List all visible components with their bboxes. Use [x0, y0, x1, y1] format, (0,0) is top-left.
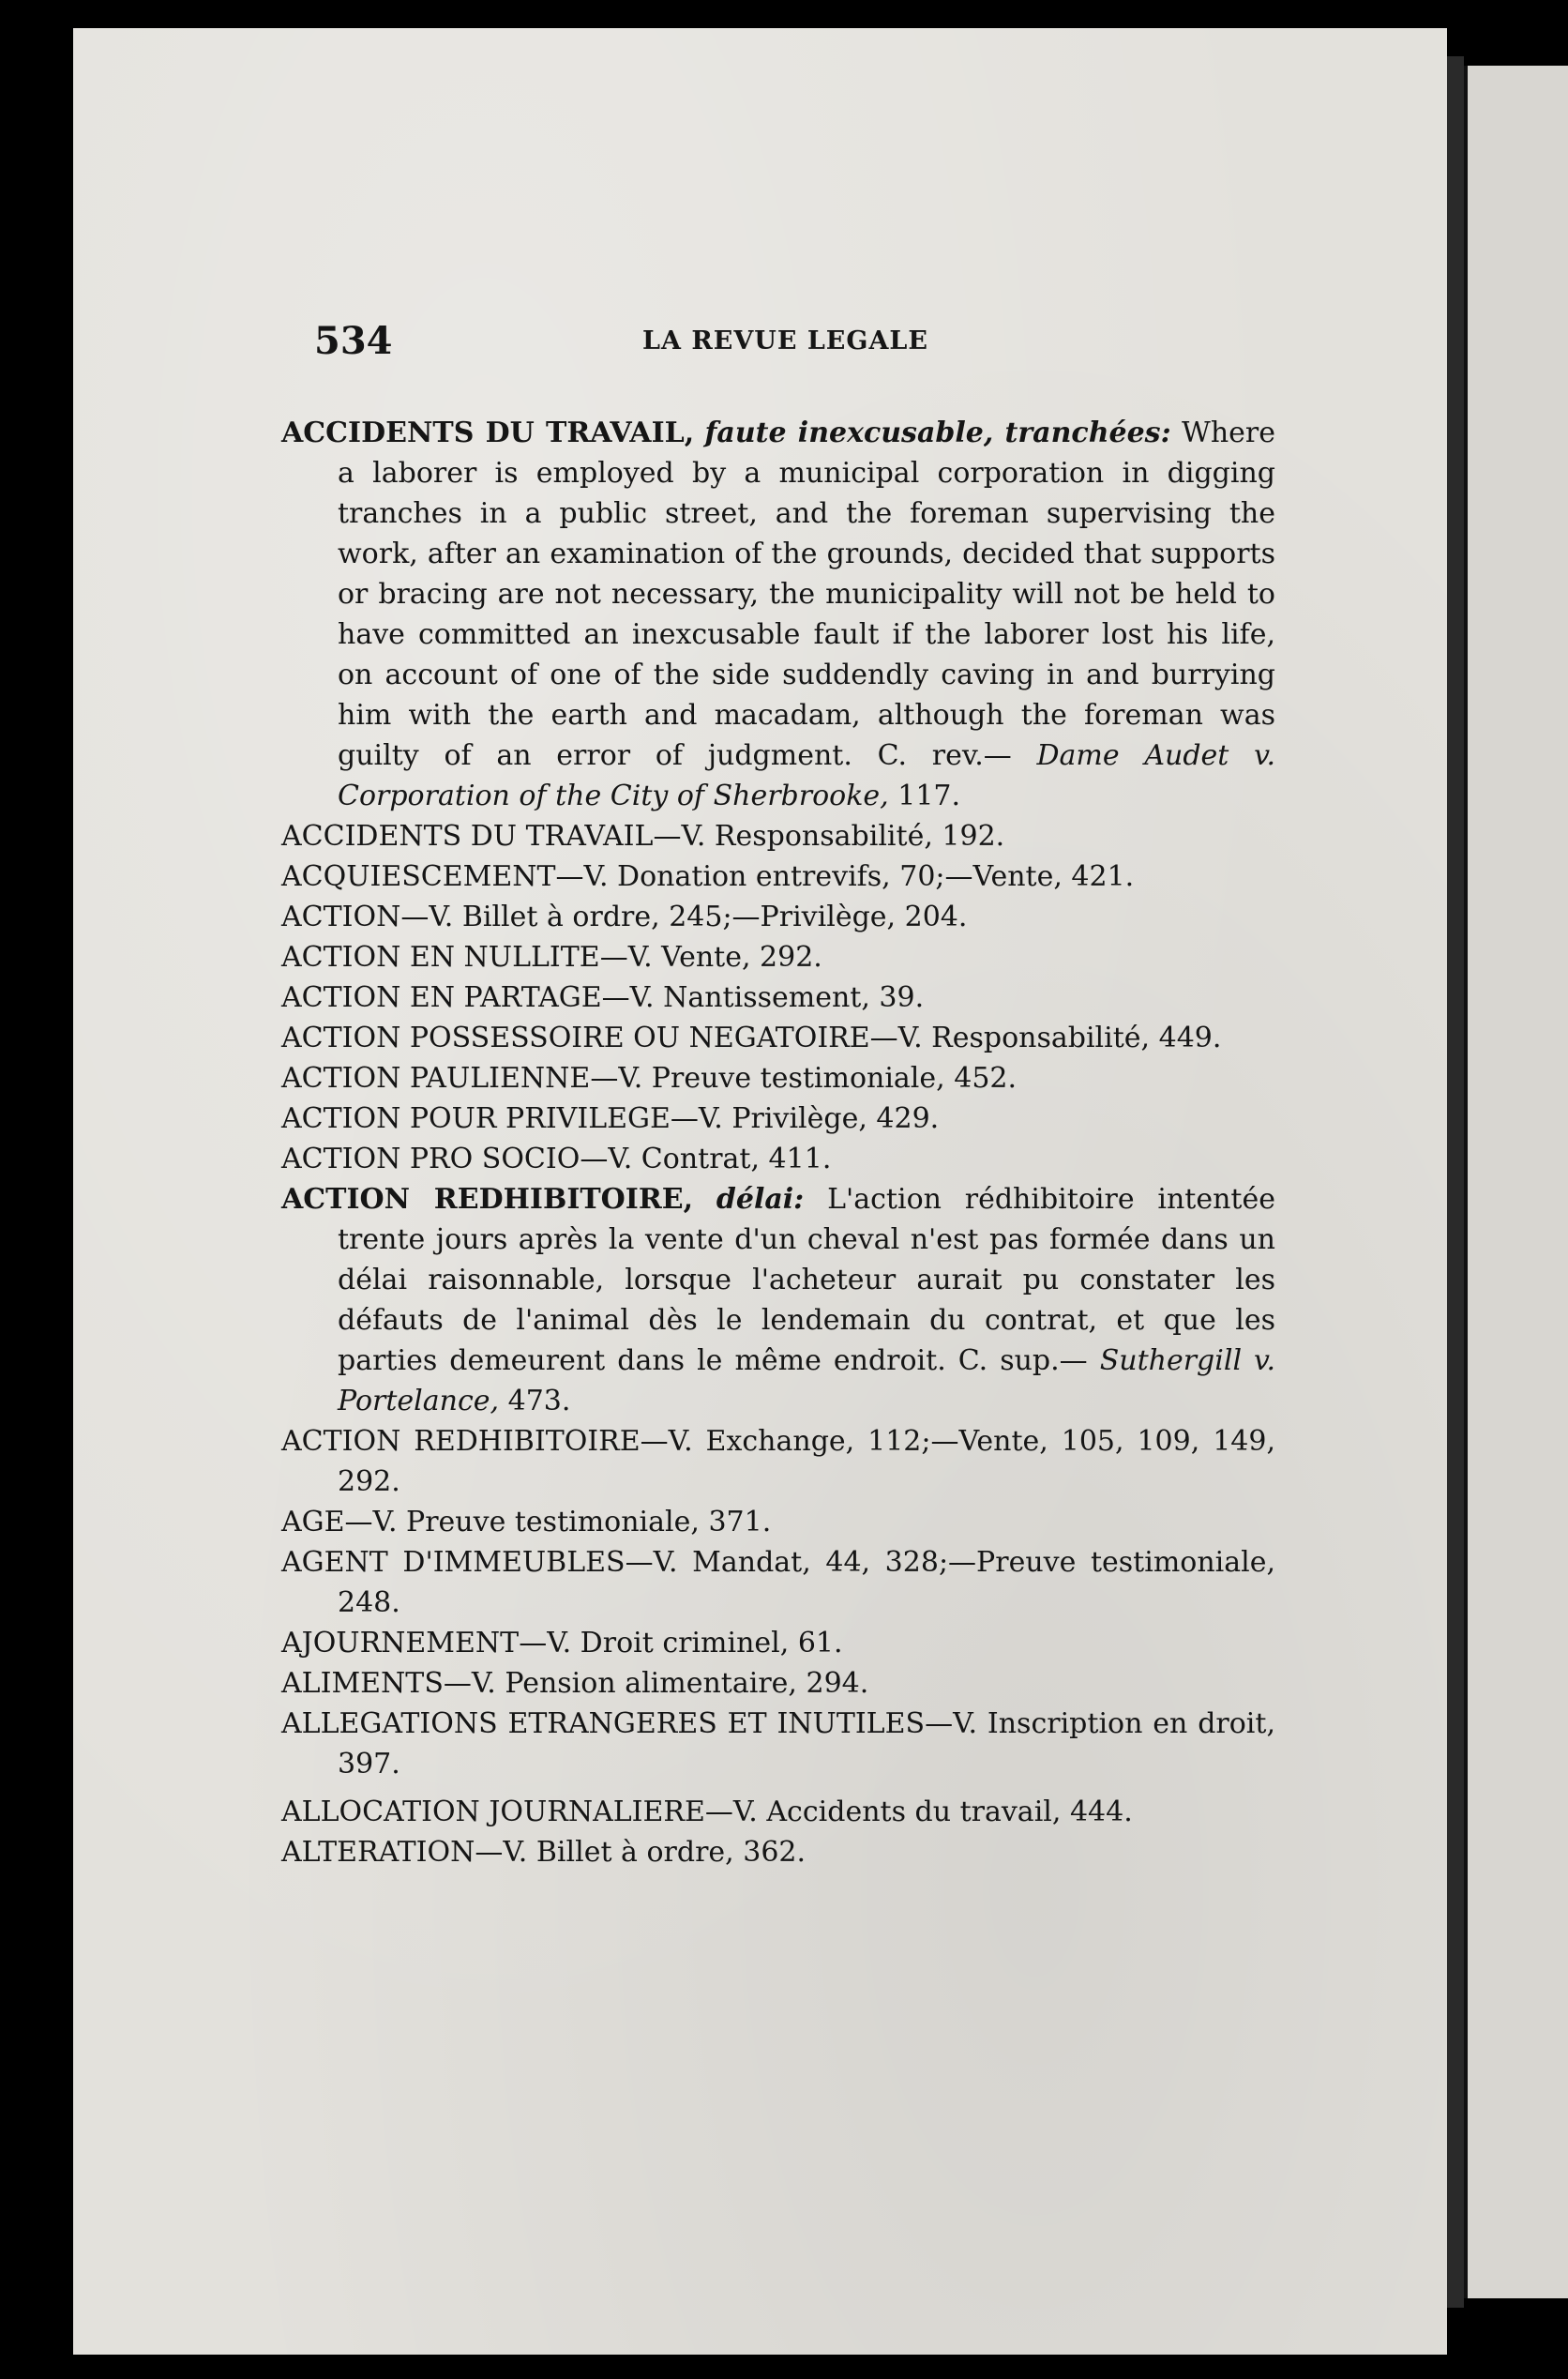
index-entry [281, 1542, 1275, 1623]
index-entry [281, 1058, 1275, 1099]
facing-page-edge [1464, 66, 1568, 2298]
index-entry [281, 1099, 1275, 1139]
index-entry [281, 1663, 1275, 1704]
entry-text: —V. Donation entrevifs, 70;—Vente, 421. [555, 860, 1135, 893]
entry-text: —V. Responsabilité, 192. [653, 820, 1005, 853]
index-entry [281, 897, 1275, 937]
entry-heading: ALIMENTS [281, 1667, 444, 1700]
entry-heading: AJOURNEMENT [281, 1627, 520, 1659]
entry-heading: AGE [281, 1506, 345, 1538]
entry-heading: ACTION EN NULLITE [281, 941, 600, 974]
index-entry [281, 1139, 1275, 1179]
entry-text: —V. Pension alimentaire, 294. [443, 1667, 869, 1700]
entry-text: —V. Mandat, 44, 328;—Preuve testimoniale, 248. [338, 1546, 1276, 1619]
entry-reference: 117. [897, 780, 961, 812]
index-entry [281, 1179, 1275, 1421]
entry-case-name: Suthergill v. Portelance, [338, 1344, 1275, 1417]
entry-heading: ALTERATION [281, 1836, 475, 1869]
entry-heading: ACTION PRO SOCIO [281, 1143, 580, 1175]
entry-text: —V. Billet à ordre, 362. [475, 1836, 807, 1869]
index-entry [281, 1832, 1275, 1872]
running-head: LA REVUE LEGALE [642, 326, 928, 356]
entry-heading: ACTION PAULIENNE [281, 1062, 591, 1095]
entry-heading: ACTION POSSESSOIRE OU NEGATOIRE [281, 1022, 870, 1054]
book-gutter [1447, 56, 1464, 2308]
entry-text: —V. Droit criminel, 61. [519, 1627, 843, 1659]
entry-text: —V. Responsabilité, 449. [869, 1022, 1222, 1054]
entry-case-name: Dame Audet v. Corporation of the City of Sherbrooke, [338, 739, 1275, 812]
facing-page-border [1464, 66, 1468, 2298]
index-entry [281, 413, 1275, 816]
index-entries [281, 413, 1275, 1872]
entry-text: —V. Contrat, 411. [580, 1143, 832, 1175]
entry-text: —V. Preuve testimoniale, 371. [344, 1506, 772, 1538]
index-entry [281, 1421, 1275, 1502]
entry-text: —V. Vente, 292. [599, 941, 822, 974]
entry-heading: ACCIDENTS DU TRAVAIL [281, 820, 654, 853]
index-entry [281, 816, 1275, 856]
entry-heading: ACTION EN PARTAGE [281, 981, 602, 1014]
entry-reference: 473. [507, 1385, 571, 1417]
index-entry [281, 1792, 1275, 1832]
entry-subject: faute inexcusable, tranchées: [704, 417, 1171, 449]
entry-heading: ACCIDENTS DU TRAVAIL, [281, 417, 695, 449]
entry-heading: ACTION REDHIBITOIRE [281, 1425, 641, 1458]
entry-heading: ALLEGATIONS ETRANGERES ET INUTILES [281, 1707, 926, 1740]
entry-text: —V. Privilège, 429. [670, 1102, 940, 1135]
index-entry [281, 977, 1275, 1018]
index-entry [281, 1018, 1275, 1058]
entry-text: —V. Exchange, 112;—Vente, 105, 109, 149, 292. [338, 1425, 1275, 1498]
entry-text: —V. Accidents du travail, 444. [704, 1796, 1133, 1828]
entry-heading: ACTION [281, 901, 401, 933]
entry-heading: ACQUIESCEMENT [281, 860, 556, 893]
index-entry [281, 937, 1275, 977]
entry-text: Where a laborer is employed by a municipal corporation in digging tranches in a public street, and the foreman supervising the work, after an examination of the grounds, decided that supports or bracing are not necessary, the municipality will not be held to have committed an inexcusable fault if the laborer lost his life, on account of one of the side suddendly caving in and burrying him with the earth and macadam, although the foreman was guilty of an error of judgment. C. rev.— [338, 417, 1275, 772]
entry-text: —V. Preuve testimoniale, 452. [590, 1062, 1018, 1095]
index-entry [281, 1502, 1275, 1542]
page-number: 534 [314, 319, 393, 363]
page-header [314, 319, 1271, 375]
index-entry [281, 1704, 1275, 1784]
entry-subject: délai: [716, 1183, 805, 1216]
entry-heading: ACTION REDHIBITOIRE, [281, 1183, 694, 1216]
entry-heading: ACTION POUR PRIVILEGE [281, 1102, 671, 1135]
entry-text: —V. Inscription en droit, 397. [338, 1707, 1275, 1780]
index-entry [281, 1623, 1275, 1663]
entry-text: L'action rédhibitoire intentée trente jours après la vente d'un cheval n'est pas formée dans un délai raisonnable, lorsque l'acheteur aurait pu constater les défauts de l'animal dès le lendemain du contrat, et que les parties demeurent dans le même endroit. C. sup.— [338, 1183, 1275, 1377]
entry-heading: ALLOCATION JOURNALIERE [281, 1796, 705, 1828]
index-entry [281, 856, 1275, 897]
entry-text: —V. Billet à ordre, 245;—Privilège, 204. [400, 901, 968, 933]
entry-text: —V. Nantissement, 39. [601, 981, 925, 1014]
entry-heading: AGENT D'IMMEUBLES [281, 1546, 626, 1579]
